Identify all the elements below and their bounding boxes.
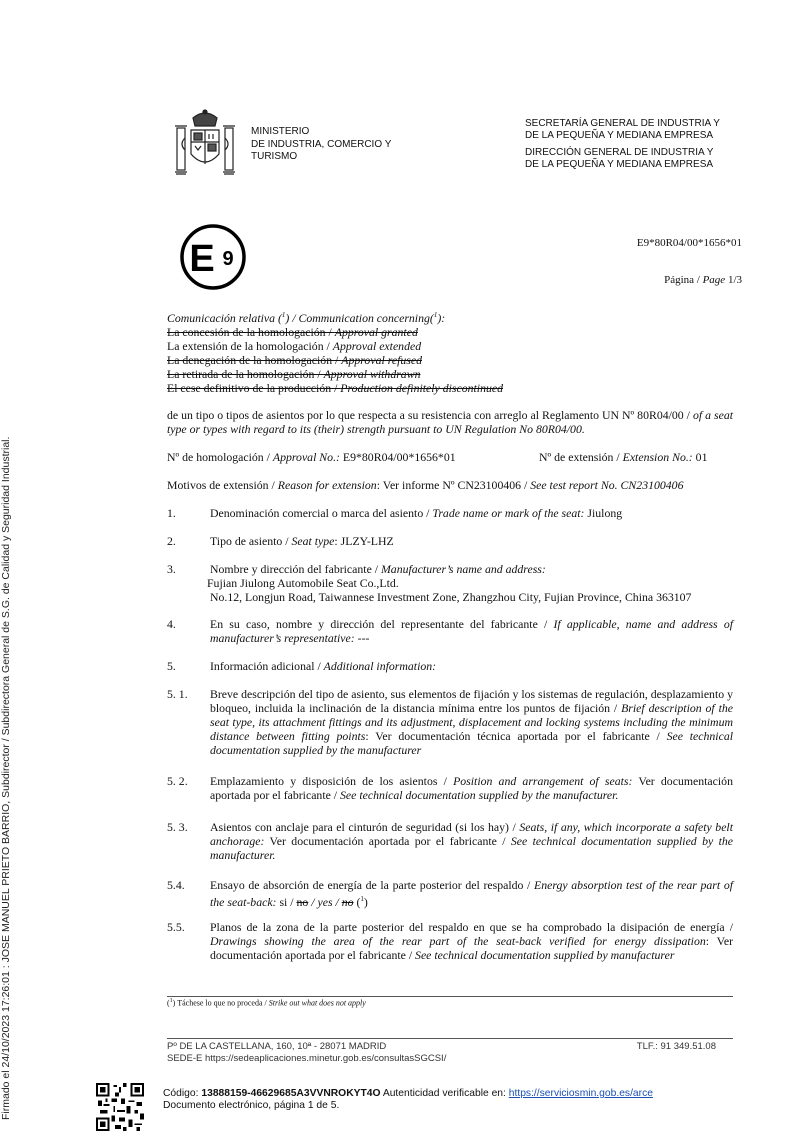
communication-option: El cese definitivo de la producción / Production definitely discontinued bbox=[167, 380, 504, 395]
item-trade-name: 1. Denominación comercial o marca del asiento / Trade name or mark of the seat: Jiulong bbox=[167, 506, 623, 520]
manufacturer-name: Fujian Jiulong Automobile Seat Co.,Ltd. bbox=[207, 576, 399, 590]
signature-text: Firmado el 24/10/2023 17:26:01 : JOSE MANUEL PRIETO BARRIO, Subdirector / Subdirectora General de S.G. de Calidad y Seguridad Industrial. bbox=[0, 436, 12, 1120]
item-additional-info: 5. Información adicional / Additional information: bbox=[167, 659, 437, 673]
page-number: Página / Page 1/3 bbox=[664, 274, 742, 286]
regulation-statement: de un tipo o tipos de asientos por lo que respecta a su resistencia con arreglo al Reglamento UN Nº 80R04/00 / of a seat type or types with regard to its (their) strength pursuant to UN Regulation No 80R04/00. bbox=[167, 408, 733, 436]
communication-option: La retirada de la homologación / Approval withdrawn bbox=[167, 366, 421, 381]
csv-code: 13888159-46629685A3VVNROKYT4O bbox=[201, 1088, 381, 1099]
approval-code: E9*80R04/00*1656*01 bbox=[636, 237, 742, 249]
direccion-line: DIRECCIÓN GENERAL DE INDUSTRIA Y bbox=[525, 147, 714, 158]
secretaria-line: SECRETARÍA GENERAL DE INDUSTRIA Y bbox=[525, 118, 720, 129]
footnote-divider bbox=[167, 996, 733, 997]
ministry-name bbox=[251, 126, 391, 164]
communication-heading: Comunicación relativa ($^1$) / Communication concerning($^1$): bbox=[167, 310, 446, 325]
communication-option: La denegación de la homologación / Approval refused bbox=[167, 352, 422, 367]
footer-address: Pº DE LA CASTELLANA, 160, 10ª - 28071 MADRID bbox=[167, 1041, 387, 1052]
communication-block bbox=[167, 308, 503, 395]
footnote: ($^1$) Táchese lo que no proceda / Strike out what does not apply bbox=[167, 998, 366, 1008]
spain-coat-of-arms-icon bbox=[174, 108, 236, 180]
communication-option: La concesión de la homologación / Approval granted bbox=[167, 324, 418, 339]
footer-divider bbox=[167, 1038, 733, 1039]
item-seat-type: 2. Tipo de asiento / Seat type: JLZY-LHZ bbox=[167, 534, 394, 548]
ministry-line: MINISTERIO bbox=[251, 126, 310, 137]
csv-verification: Código: 13888159-46629685A3VVNROKYT4O Autenticidad verificable en: https://serviciosmin.gob.es/arce Documento electrónico, página 1 de 5. bbox=[163, 1088, 653, 1111]
qr-code-icon bbox=[96, 1083, 144, 1131]
e-mark-letter: E bbox=[189, 238, 215, 280]
item-5-2: 5. 2. Emplazamiento y disposición de los asientos / Position and arrangement of seats: Ver documentación aportada por el fabricante / See technical documentation supplied by the manufacturer. bbox=[167, 774, 733, 802]
extension-number: Nº de extensión / Extension No.: 01 bbox=[539, 450, 708, 464]
item-5-1: 5. 1. Breve descripción del tipo de asiento, sus elementos de fijación y los sistemas de regulación, desplazamiento y bloqueo, incluida la inclinación de la distancia mínima entre los puntos de fijación / Brief description of the seat type, its attachment fittings and its adjustment, displacement and locking systems including the minimum distance between fitting points: Ver documentación técnica aportada por el fabricante / See technical documentation supplied by the manufacturer bbox=[167, 687, 734, 757]
footer-sede: SEDE-E https://sedeaplicaciones.minetur.gob.es/consultasSGCSI/ bbox=[167, 1053, 447, 1064]
extension-reason: Motivos de extensión / Reason for extension: Ver informe Nº CN23100406 / See test report No. CN23100406 bbox=[167, 478, 684, 492]
ministry-line: TURISMO bbox=[251, 151, 298, 162]
footer-phone: TLF.: 91 349.51.08 bbox=[636, 1041, 716, 1052]
verification-link[interactable]: https://serviciosmin.gob.es/arce bbox=[508, 1088, 653, 1099]
item-manufacturer: 3. Nombre y dirección del fabricante / Manufacturer’s name and address: Fujian Jiulong Automobile Seat Co.,Ltd. No.12, Longjun Road, Taiwannese Investment Zone, Zhangzhou City, Fujian Province, China 363107 bbox=[167, 562, 733, 604]
approval-number-line: Nº de homologación / Approval No.: E9*80R04/00*1656*01 Nº de extensión / Extension No.: 01 bbox=[167, 450, 708, 464]
e9-approval-mark bbox=[170, 223, 256, 291]
direccion-line: DE LA PEQUEÑA Y MEDIANA EMPRESA bbox=[525, 158, 714, 170]
communication-option: La extensión de la homologación / Approval extended bbox=[167, 338, 422, 353]
item-representative: 4. En su caso, nombre y dirección del representante del fabricante / If applicable, name and address of manufacturer’s representative: --- bbox=[167, 617, 733, 645]
item-5-5: 5.5. Planos de la zona de la parte posterior del respaldo en que se ha comprobado la disipación de energía / Drawings showing the area of the rear part of the seat-back verified for energy dissipation: Ver documentación aportada por el fabricante / See technical documentation supplied by manufacturer bbox=[167, 920, 734, 962]
e-mark-number: 9 bbox=[222, 248, 234, 270]
signature-stamp bbox=[0, 430, 22, 1120]
item-5-4: 5.4. Ensayo de absorción de energía de la parte posterior del respaldo / Energy absorption test of the rear part of the seat-back: si / no / yes / no ($^1$) bbox=[167, 878, 734, 909]
department-block bbox=[525, 118, 745, 170]
item-5-3: 5. 3. Asientos con anclaje para el cinturón de seguridad (si los hay) / Seats, if any, which incorporate a safety belt anchorage: Ver documentación aportada por el fabricante / See technical documentation supplied by the manufacturer. bbox=[167, 820, 733, 862]
document-page-info: Documento electrónico, página 1 de 5. bbox=[163, 1100, 340, 1111]
secretaria-line: DE LA PEQUEÑA Y MEDIANA EMPRESA bbox=[525, 129, 714, 141]
ministry-line: DE INDUSTRIA, COMERCIO Y bbox=[251, 138, 392, 150]
manufacturer-address: No.12, Longjun Road, Taiwannese Investment Zone, Zhangzhou City, Fujian Province, China 363107 bbox=[210, 590, 692, 604]
